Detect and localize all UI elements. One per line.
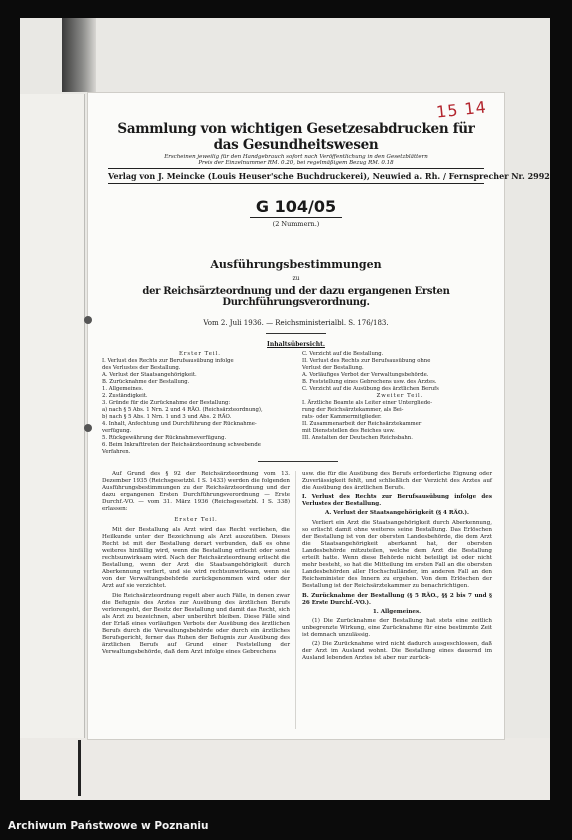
toc-entry: 3. Gründe für die Zurücknahme der Bestallung:: [102, 400, 231, 406]
toc-left-column: [102, 351, 298, 456]
column-separator: [295, 471, 296, 729]
binding-shadow: [62, 18, 96, 92]
toc-entry: des Verlustes der Bestallung.: [102, 365, 181, 371]
section-heading: I. Verlust des Rechts zur Berufsausübung infolge des Verlustes der Bestallung.: [302, 494, 492, 508]
toc-entry: rats- oder Kammermitglieder.: [302, 414, 382, 420]
section-heading: Erster Teil.: [174, 516, 218, 523]
section-heading: B. Zurücknahme der Bestallung (§ 5 RÄO., §§ 2 bis 7 und § 26 Erste Durchf.-VO.).: [302, 592, 492, 606]
toc-entry: II. Verlust des Rechts zur Berufsausübung ohne: [302, 358, 431, 364]
masthead-subtitle: Erscheinen jeweilig für den Handgebrauch sofort nach Veröffentlichung in den Gesetzblättern: [164, 154, 428, 160]
title-zu: zu: [292, 275, 300, 282]
section-heading: A. Verlust der Staatsangehörigkeit (§ 4 RÄO.).: [325, 510, 469, 517]
toc-entry: 2. Zuständigkeit.: [102, 393, 148, 399]
toc-entry: I. Verlust des Rechts zur Berufsausübung infolge: [102, 358, 234, 364]
masthead-price: Preis der Einzelnummer RM. 0.20, bei regelmäßigem Bezug RM. 0.18: [198, 160, 394, 166]
toc-entry: a) nach § 5 Abs. 1 Nrn. 2 und 4 RÄO. (Reichsärzteordnung),: [102, 407, 263, 413]
masthead: [108, 121, 550, 186]
title-rule: [266, 333, 326, 334]
archive-footer: [0, 815, 572, 840]
toc-entry: Verfahren.: [102, 449, 131, 455]
toc-entry: 4. Inhalt, Anfechtung und Durchführung der Rücknahme-: [102, 421, 257, 427]
document-title: [88, 258, 504, 334]
body-paragraph: (2) Die Zurücknahme wird nicht dadurch ausgeschlossen, daß der Arzt im Ausland wohnt. Die Bestallung eines dauernd im Ausland lebenden Arztes ist aber nur zurück-: [302, 641, 492, 662]
section-divider: [258, 461, 338, 462]
document-code: [88, 197, 504, 228]
toc-entry: II. Zusammenarbeit der Reichsärztekammer: [302, 421, 422, 427]
section-heading: 1. Allgemeines.: [372, 608, 422, 615]
toc-entry: 6. Beim Inkrafttreten der Reichsärzteordnung schwebende: [102, 442, 261, 448]
left-page-edge: [20, 94, 85, 739]
toc-entry: rung der Reichsärztekammer, als Bei-: [302, 407, 404, 413]
toc-entry: 5. Rückgewährung der Rücknahmeverfügung.: [102, 435, 227, 441]
body-paragraph: Mit der Bestallung als Arzt wird das Recht verliehen, die Heilkunde unter der Bezeichnung als Arzt auszuüben. Dieses Recht ist mit der Bestallung derart verbunden, daß es ohne weiteres hinfällig wird, wenn die Bestallung erlischt oder sonst rechtsunwirksam wird. Nach der Reichsärzteordnung erlischt die Bestallung, wenn der Arzt die Staatsangehörigkeit durch Aberkennung verliert, und sie wird rechtsunwirksam, wenn sie von der Verwaltungsbehörde zurückgenommen wird oder der Arzt auf sie verzichtet.: [102, 526, 290, 590]
body-left-column: [102, 471, 290, 658]
binding-line: [78, 740, 81, 796]
body-paragraph: Auf Grund des § 92 der Reichsärzteordnung vom 13. Dezember 1935 (Reichsgesetzbl. I S. 1433) werden die folgenden Ausführungsbestimmungen zu der Reichsärzteordnung und der dazu ergangenen Ersten Durchführungsverordnung — Erste Durchf.-VO. — vom 31. März 1936 (Reichsgesetzbl. I S. 338) erlassen:: [102, 471, 290, 513]
masthead-rule-bottom: [108, 183, 484, 184]
body-paragraph: Verliert ein Arzt die Staatsangehörigkeit durch Aberkennung, so erlischt damit ohne weiteres seine Bestallung. Das Erlöschen der Bestallung ist von der obersten Landesbehörde, die dem Arzt die Staatsangehörigkeit aberkannt hat, der obersten Landesbehörde mitzuteilen, welche dem Arzt die Bestallung erteilt hatte. Wenn diese Behörde nicht beteiligt ist oder nicht mehr besteht, so hat die Mitteilung im ersten Fall an die obersten Landesbehörden aller Hochschulländer, im anderen Fall an den Reichsminister des Innern zu ergehen. Von dem Erlöschen der Bestallung ist der Reichsärztekammer zu benachrichtigen.: [302, 519, 492, 590]
toc-entry: Erster Teil.: [179, 351, 221, 357]
masthead-rule: [108, 168, 484, 169]
body-right-column: [302, 471, 492, 664]
body-paragraph: Die Reichsärzteordnung regelt aber auch Fälle, in denen zwar die Befugnis des Arztes zur Ausübung des ärztlichen Berufs verlorengeht, der Besitz der Bestallung und damit das Recht, sich als Arzt zu bezeichnen, aber unberührt bleiben. Diese Fälle sind der Erlaß eines vorläufigen Verbots der Ausübung des ärztlichen Berufs durch die Verwaltungsbehörde oder durch ein ärztliches Berufsgericht, ferner das Ruhen der Befugnis zur Ausübung des ärztlichen Berufs auf Grund einer Feststellung der Verwaltungsbehörde, daß dem Arzt infolge eines Gebrechens: [102, 592, 290, 656]
toc-entry: mit Dienststellen des Reiches usw.: [302, 428, 395, 434]
document-page: [88, 93, 550, 739]
body-paragraph: (1) Die Zurücknahme der Bestallung hat stets eine zeitlich unbegrenzte Wirkung, eine Zurücknahme für eine bestimmte Zeit ist demnach unzulässig.: [302, 617, 492, 638]
toc-entry: Verlust der Bestallung.: [302, 365, 364, 371]
title-line-2: der Reichsärzteordnung und der dazu ergangenen Ersten Durchführungsverordnung.: [142, 286, 450, 308]
toc-right-column: [302, 351, 498, 442]
toc-entry: A. Verlust der Staatsangehörigkeit.: [102, 372, 197, 378]
toc-entry: B. Zurücknahme der Bestallung.: [102, 379, 190, 385]
masthead-title: Sammlung von wichtigen Gesetzesabdrucken für das Gesundheitswesen: [117, 121, 475, 153]
toc-heading: Inhaltsübersicht.: [267, 341, 325, 348]
handwritten-page-number: 15 14: [435, 97, 488, 122]
toc-entry: C. Verzicht auf die Ausübung des ärztlichen Berufs: [302, 386, 439, 392]
archive-name: Archiwum Państwowe w Poznaniu: [8, 820, 209, 832]
toc-entry: B. Feststellung eines Gebrechens usw. des Arztes.: [302, 379, 437, 385]
title-date: Vom 2. Juli 1936. — Reichsministerialbl. S. 176/183.: [203, 319, 389, 327]
bottom-margin: [20, 738, 550, 800]
code-number: G 104/05: [250, 197, 342, 218]
toc-entry: I. Ärztliche Beamte als Leiter einer Untergliede-: [302, 400, 433, 406]
toc-entry: A. Vorläufiges Verbot der Verwaltungsbehörde.: [302, 372, 429, 378]
toc-entry: 1. Allgemeines.: [102, 386, 144, 392]
punch-hole-bottom: [84, 424, 92, 432]
toc-entry: Zweiter Teil.: [376, 393, 424, 399]
toc-entry: III. Anstalten der Deutschen Reichsbahn.: [302, 435, 413, 441]
toc-entry: C. Verzicht auf die Bestallung.: [302, 351, 384, 357]
masthead-publisher: Verlag von J. Meincke (Louis Heuser'sche Buchdruckerei), Neuwied a. Rh. / Fernsprecher Nr. 2992: [108, 171, 550, 181]
code-count: (2 Nummern.): [272, 220, 320, 228]
body-paragraph: usw. die für die Ausübung des Berufs erforderliche Eignung oder Zuverlässigkeit fehlt, und schließlich der Verzicht des Arztes auf die Ausübung des ärztlichen Berufs.: [302, 471, 492, 492]
toc-entry: b) nach § 5 Abs. 1 Nrn. 1 und 3 und Abs. 2 RÄO.: [102, 414, 232, 420]
punch-hole-top: [84, 316, 92, 324]
toc-entry: verfügung.: [102, 428, 132, 434]
title-line-1: Ausführungsbestimmungen: [210, 258, 382, 271]
